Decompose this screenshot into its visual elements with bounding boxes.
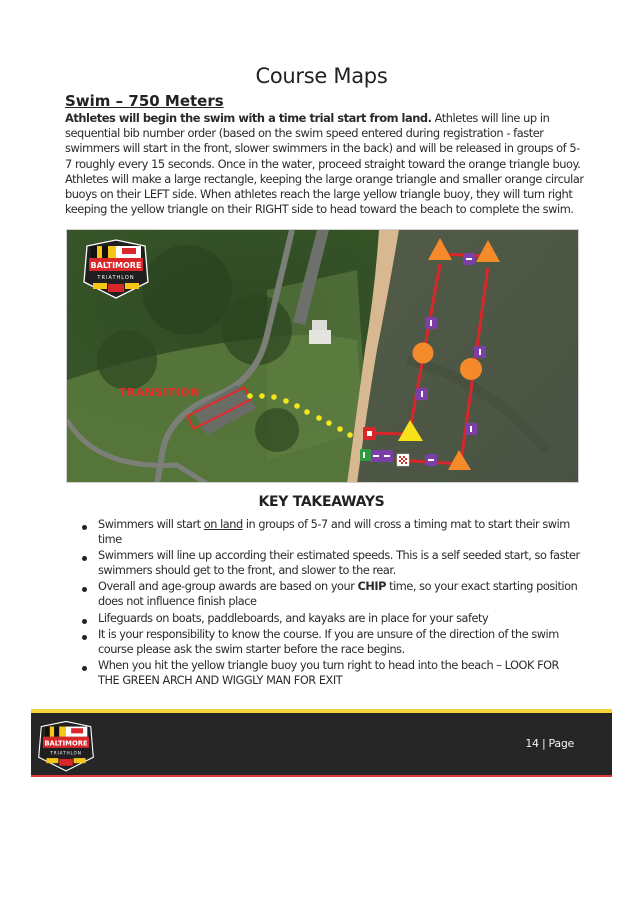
swim-start-marker: [363, 427, 376, 440]
footer-baltimore-triathlon-logo: [37, 717, 95, 777]
building: [309, 330, 331, 344]
tree-cluster: [142, 245, 232, 335]
transition-label: TRANSITION: [119, 386, 200, 399]
takeaway-item: When you hit the yellow triangle buoy you turn right to head into the beach – LOOK FOR THE GREEN ARCH AND WIGGLY MAN FOR EXIT: [82, 659, 582, 688]
direction-marker: [463, 253, 475, 265]
bullet-icon: [82, 556, 87, 561]
direction-marker: [425, 454, 437, 466]
logo-text-baltimore: BALTIMORE: [90, 261, 142, 270]
swim-course-map: [66, 229, 579, 483]
direction-marker: [381, 450, 393, 462]
building: [312, 320, 327, 330]
footer-red-stripe: [31, 775, 612, 777]
page-footer: [31, 709, 612, 777]
bullet-icon: [82, 525, 87, 530]
footer-logo-text-baltimore: BALTIMORE: [44, 739, 88, 748]
direction-marker: [416, 388, 428, 400]
direction-marker: [425, 317, 437, 329]
page-title: Course Maps: [255, 64, 388, 88]
bullet-icon: [82, 587, 87, 592]
intro-body: Athletes will line up in sequential bib number order (based on the swim speed entered during registration - faster swimmers will start in the front, slower swimmers in the back) and will be released in groups of 5-7 roughly every 15 seconds. Once in the water, proceed straight toward the orange triangle buoy. Athletes will make a large rectangle, keeping the large orange triangle and smaller orange circular buoys on their LEFT side. When athletes reach the large yellow triangle buoy, they will turn right keeping the yellow triangle on their RIGHT side to head toward the beach to complete the swim.: [65, 111, 584, 217]
swim-exit-arch-marker: [360, 449, 371, 461]
timing-mat-checkered-marker: [397, 454, 409, 466]
intro-bold-lead: Athletes will begin the swim with a time trial start from land.: [65, 111, 432, 125]
section-heading: Swim – 750 Meters: [65, 92, 224, 110]
orange-circle-buoy: [460, 358, 482, 380]
tree-cluster: [97, 330, 157, 390]
bullet-icon: [82, 619, 87, 624]
tree-cluster: [255, 408, 299, 452]
page-number: 14 | Page: [525, 737, 574, 750]
direction-marker: [370, 450, 382, 462]
direction-marker: [474, 346, 486, 358]
tree-cluster: [222, 295, 292, 365]
bullet-icon: [82, 666, 87, 671]
bullet-icon: [82, 635, 87, 640]
takeaway-item: Overall and age-group awards are based on your CHIP time, so your exact starting position does not influence finish place: [82, 580, 582, 609]
takeaway-item: Swimmers will start on land in groups of 5-7 and will cross a timing mat to start their swim time: [82, 518, 582, 547]
key-takeaways-list: [82, 518, 582, 691]
logo-text-triathlon: TRIATHLON: [97, 275, 135, 281]
footer-logo-text-triathlon: TRIATHLON: [50, 751, 82, 757]
key-takeaways-title: KEY TAKEAWAYS: [258, 494, 385, 510]
takeaway-item: Swimmers will line up according their estimated speeds. This is a self seeded start, so faster swimmers should get to the front, and slower to the rear.: [82, 549, 582, 578]
takeaway-item: It is your responsibility to know the course. If you are unsure of the direction of the swim course please ask the swim starter before the race begins.: [82, 628, 582, 657]
intro-paragraph: [65, 111, 585, 217]
takeaway-item: Lifeguards on boats, paddleboards, and kayaks are in place for your safety: [82, 612, 582, 627]
direction-marker: [465, 423, 477, 435]
orange-circle-buoy: [413, 343, 434, 364]
